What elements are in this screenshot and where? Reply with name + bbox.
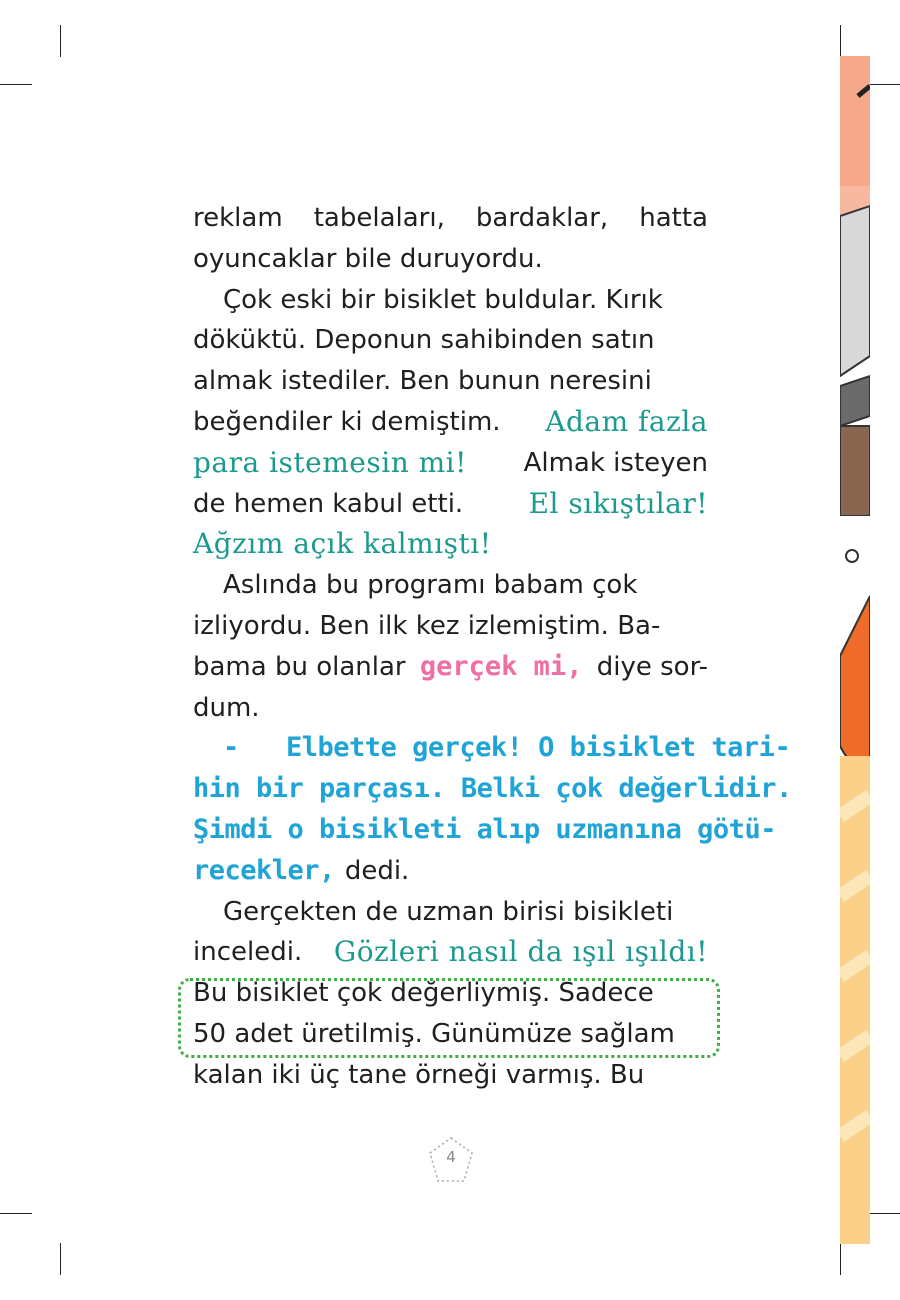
text-line bbox=[193, 647, 708, 688]
word: hatta bbox=[639, 203, 708, 233]
text-line bbox=[193, 892, 708, 933]
text-span: diye sor- bbox=[596, 651, 708, 682]
text-span: Gerçekten de uzman birisi bisikleti bbox=[223, 896, 674, 927]
highlight-pink: gerçek mi, bbox=[419, 650, 583, 682]
text-line bbox=[193, 606, 708, 647]
text-line bbox=[193, 443, 708, 484]
highlight-teal: El sıkıştılar! bbox=[528, 486, 708, 520]
highlight-dotted-box bbox=[178, 978, 720, 1058]
text-span: almak istediler. Ben bunun neresini bbox=[193, 366, 652, 397]
crop-mark bbox=[868, 84, 900, 85]
text-span: dedi. bbox=[344, 855, 410, 886]
text-span: beğendiler ki demiştim. bbox=[193, 406, 501, 437]
text-line bbox=[193, 320, 708, 361]
text-span: bama bu olanlar bbox=[193, 651, 406, 682]
text-span: izliyordu. Ben ilk kez izlemiştim. Ba- bbox=[193, 610, 661, 641]
text-line bbox=[193, 769, 792, 810]
text-span: Aslında bu programı babam çok bbox=[223, 570, 638, 601]
crop-mark bbox=[60, 1243, 61, 1275]
text-line bbox=[193, 280, 708, 321]
text-line bbox=[193, 239, 708, 280]
highlight-teal: para istemesin mi! bbox=[193, 445, 467, 479]
text-span: Almak isteyen bbox=[523, 447, 708, 478]
text-span: dum. bbox=[193, 692, 260, 723]
text-line bbox=[193, 688, 708, 729]
highlight-teal: Gözleri nasıl da ışıl ışıldı! bbox=[333, 935, 708, 969]
text-span: 50 adet üretilmiş. Günümüze sağlam bbox=[193, 1018, 675, 1049]
crop-mark bbox=[60, 25, 61, 57]
crop-mark bbox=[840, 25, 841, 57]
dialogue-blue: recekler, bbox=[193, 854, 335, 886]
crop-mark bbox=[0, 84, 32, 85]
text-line bbox=[193, 1055, 708, 1096]
highlight-teal: Adam fazla bbox=[545, 404, 708, 438]
text-line bbox=[193, 932, 708, 973]
crop-mark bbox=[868, 1213, 900, 1214]
word: tabelaları, bbox=[313, 203, 445, 233]
word: bardaklar, bbox=[475, 203, 609, 233]
crop-mark bbox=[0, 1213, 32, 1214]
text-line bbox=[193, 851, 708, 892]
text-line bbox=[193, 402, 708, 443]
text-line bbox=[193, 565, 708, 606]
text-span: döküktü. Deponun sahibinden satın bbox=[193, 325, 655, 356]
dialogue-blue: hin bir parçası. Belki çok değerlidir. bbox=[193, 773, 792, 805]
word: reklam bbox=[193, 203, 283, 233]
text-span: Çok eski bir bisiklet buldular. Kırık bbox=[223, 284, 663, 315]
text-span: de hemen kabul etti. bbox=[193, 488, 464, 519]
text-line bbox=[193, 361, 708, 402]
text-line bbox=[193, 728, 791, 769]
crop-mark bbox=[840, 1243, 841, 1275]
dialogue-blue: - Elbette gerçek! O bisiklet tari- bbox=[223, 732, 791, 764]
text-span: kalan iki üç tane örneği varmış. Bu bbox=[193, 1059, 645, 1090]
text-span: Bu bisiklet çok değerliymiş. Sadece bbox=[193, 978, 654, 1009]
body-text bbox=[193, 198, 792, 1096]
page-number-badge bbox=[427, 1135, 475, 1185]
page-number: 4 bbox=[446, 1148, 456, 1166]
text-line bbox=[193, 198, 708, 239]
dialogue-blue: Şimdi o bisikleti alıp uzmanına götü- bbox=[193, 813, 776, 845]
text-span: inceledi. bbox=[193, 937, 303, 968]
edge-illustration bbox=[840, 56, 870, 1244]
text-line bbox=[193, 810, 776, 851]
text-line bbox=[193, 524, 708, 565]
text-line bbox=[193, 484, 708, 525]
text-span: oyuncaklar bile duruyordu. bbox=[193, 243, 543, 274]
highlight-teal: Ağzım açık kalmıştı! bbox=[193, 527, 492, 561]
